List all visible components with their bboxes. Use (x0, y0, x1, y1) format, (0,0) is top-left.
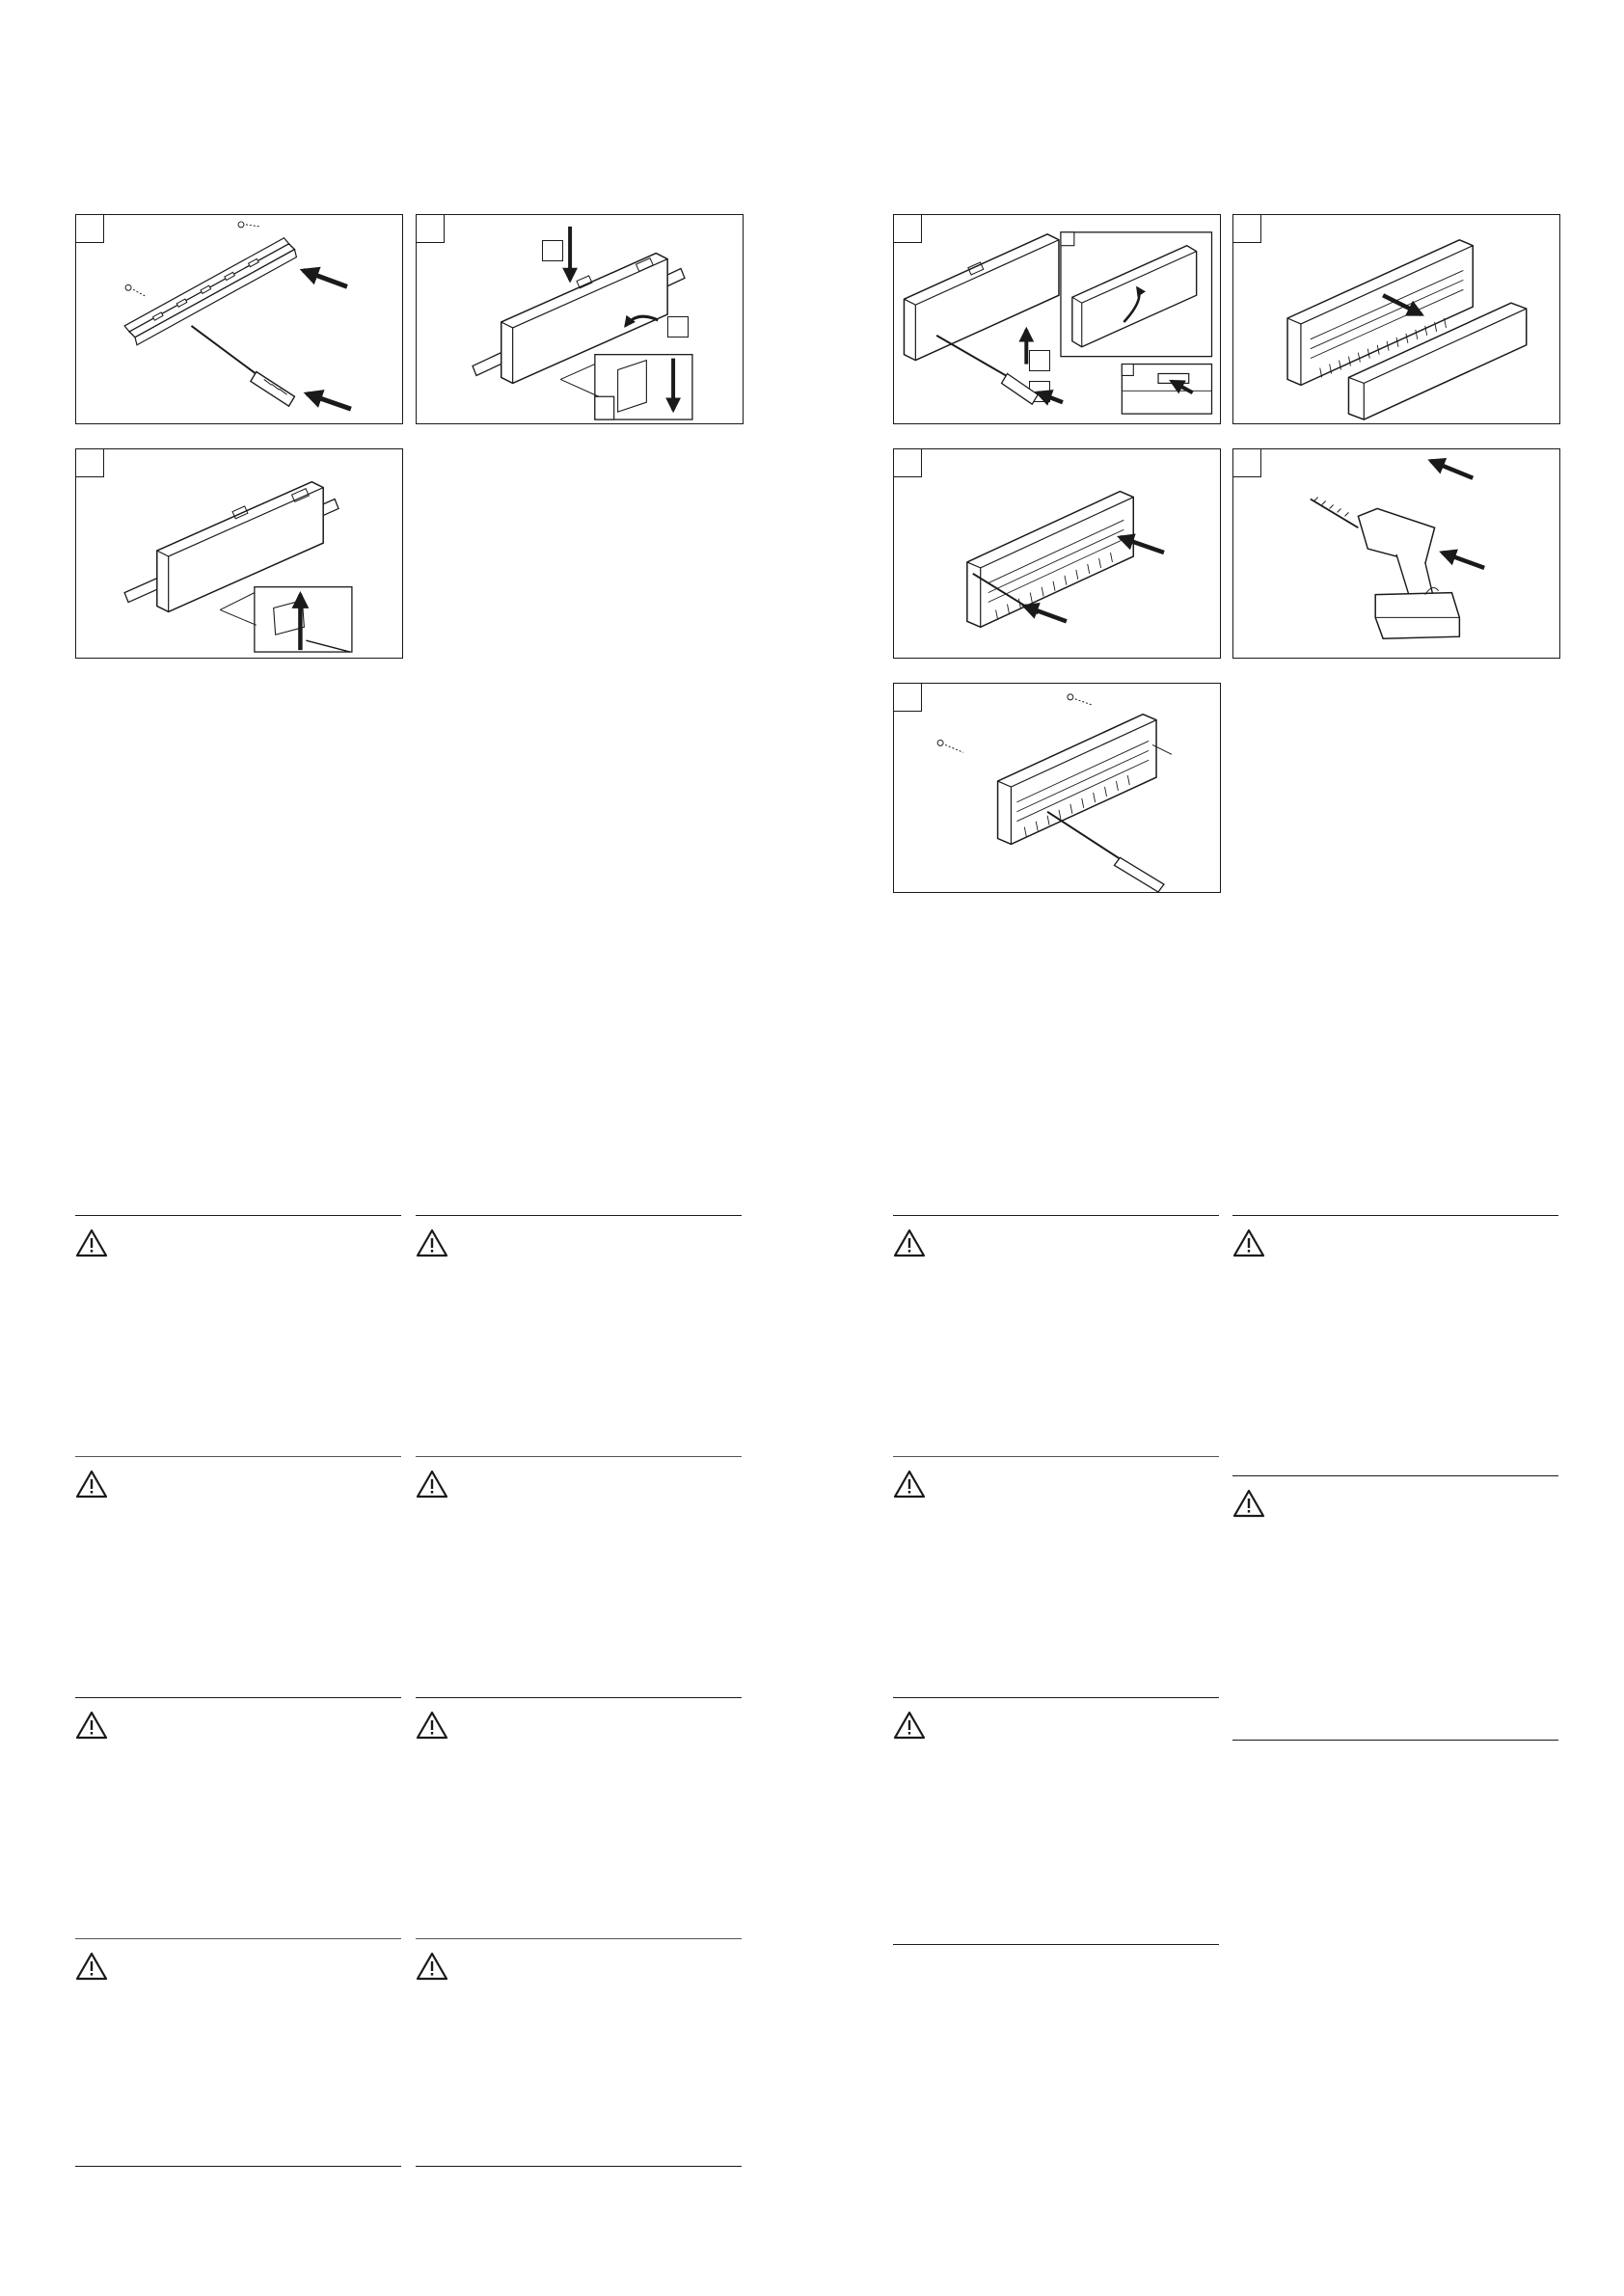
section-rule (416, 1938, 742, 1939)
end-rule (75, 2166, 401, 2167)
section-rule (1232, 1215, 1558, 1216)
end-rule (1232, 1740, 1558, 1741)
warning-triangle-icon (75, 1952, 108, 1981)
figure-base-clip-on (416, 214, 744, 424)
warning-triangle-icon (75, 1470, 108, 1499)
terminal-access-drawing (894, 449, 1220, 658)
section-rule (893, 1697, 1219, 1698)
warning-block (416, 1215, 742, 1456)
section-rule (893, 1456, 1219, 1457)
warning-block (893, 1456, 1219, 1697)
section-rule (416, 1215, 742, 1216)
warning-block (1232, 1215, 1558, 1475)
warning-triangle-icon (893, 1711, 926, 1740)
warning-block (75, 1456, 401, 1697)
warning-triangle-icon (1232, 1229, 1265, 1257)
cover-unlock-drawing (894, 215, 1220, 423)
section-rule (416, 1697, 742, 1698)
warning-triangle-icon (416, 1952, 448, 1981)
warning-triangle-icon (893, 1229, 926, 1257)
figure-terminal-access (893, 448, 1221, 659)
section-rule (75, 1697, 401, 1698)
section-rule (416, 1456, 742, 1457)
figure-wall-fixing (893, 683, 1221, 893)
warning-triangle-icon (416, 1711, 448, 1740)
warning-block (1232, 1475, 1558, 1736)
warning-block (416, 1456, 742, 1697)
drilling-drawing (1233, 449, 1559, 658)
wall-fixing-drawing (894, 684, 1220, 892)
section-rule (75, 1215, 401, 1216)
section-rule (893, 1215, 1219, 1216)
warning-block (75, 1215, 401, 1456)
warning-triangle-icon (75, 1711, 108, 1740)
end-rule (416, 2166, 742, 2167)
figure-drilling (1232, 448, 1560, 659)
warning-block (416, 1938, 742, 2160)
end-rule (893, 1944, 1219, 1945)
warning-block (893, 1215, 1219, 1456)
warning-triangle-icon (416, 1229, 448, 1257)
warning-triangle-icon (893, 1470, 926, 1499)
warning-triangle-icon (416, 1470, 448, 1499)
warning-block (75, 1938, 401, 2160)
figure-cover-unlock (893, 214, 1221, 424)
warning-block (893, 1697, 1219, 1938)
section-rule (75, 1938, 401, 1939)
section-rule (75, 1456, 401, 1457)
warning-triangle-icon (1232, 1489, 1265, 1518)
figure-cover-removal (1232, 214, 1560, 424)
rail-mounting-drawing (76, 215, 402, 423)
section-rule (1232, 1475, 1558, 1476)
base-release-drawing (76, 449, 402, 658)
warning-block (416, 1697, 742, 1938)
warning-triangle-icon (75, 1229, 108, 1257)
base-clip-on-drawing (417, 215, 743, 423)
warning-block (75, 1697, 401, 1938)
figure-rail-mounting (75, 214, 403, 424)
cover-removal-drawing (1233, 215, 1559, 423)
figure-base-release (75, 448, 403, 659)
